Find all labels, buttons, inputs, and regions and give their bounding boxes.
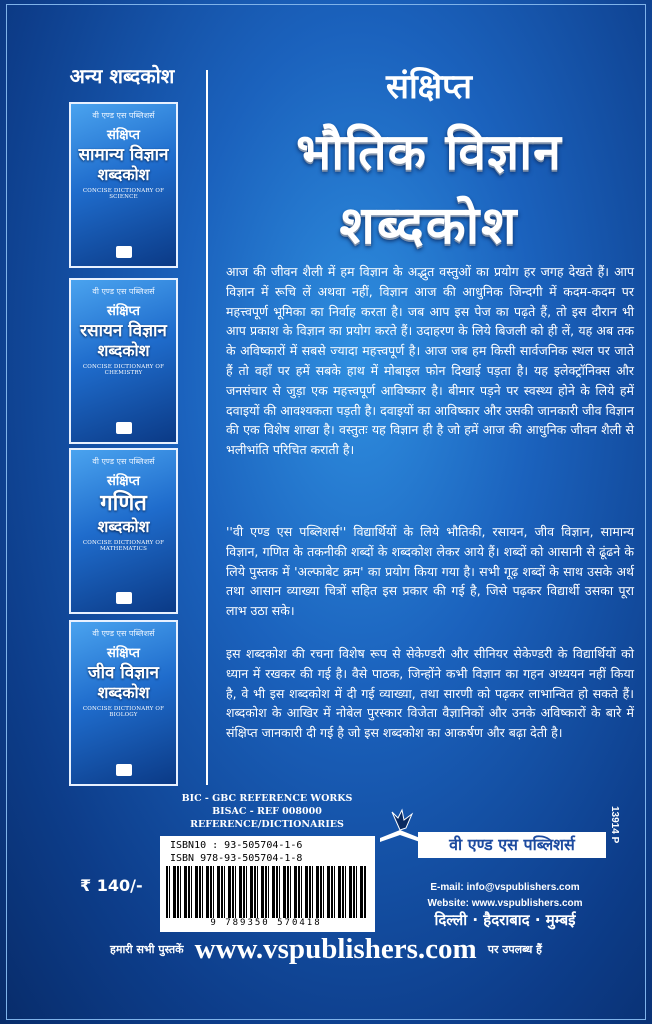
description-paragraph-3: इस शब्दकोश की रचना विशेष रूप से सेकेण्डरी और सीनियर सेकेण्डरी के विद्यार्थियों को ध्यान में रखकर की गई है। वैसे पाठक, जिन्होंने कभी विज्ञान का गहन अध्ययन नहीं किया है, वे भी इस शब्दकोश में दी गई व्याख्या, तथा सारणी को पढ़कर लाभान्वित हो सकते हैं। शब्दकोश के आखिर में नोबेल पुरस्कार विजेता वैज्ञानिकों और उनके अविष्कारों के बारे में संक्षिप्त जानकारी दी गई है जो इस शब्दकोश का आकर्षण और बढ़ा देती है। [226,646,634,741]
description-paragraph-1: आज की जीवन शैली में हम विज्ञान के अद्भुत वस्तुओं का प्रयोग हर जगह देखते हैं। आप विज्ञान में रूचि लें अथवा नहीं, विज्ञान आज की आधुनिक जिन्दगी में कदम-कदम पर महत्त्वपूर्ण भूमिका का निर्वाह करता है। जब आप इस पेज का पढ़ते हैं, तो इस दौरान भी आप प्रकाश के विज्ञान का प्रयोग करते हैं। उदाहरण के लिये बिजली को ही लें, यह अब तक के अविष्कारों में सबसे ज्यादा महत्त्वपूर्ण है। आज जब हम किसी सार्वजनिक स्थल पर जाते हैं तो वहाँ पर हमें सबके हाथ में मोबाइल फोन दिखाई पड़ता है। यह इलेक्ट्रॉनिक्स और जनसंचार से जुड़ा एक महत्त्वपूर्ण आविष्कार है। बीमार पड़ने पर स्वस्थ्य होने के लिये हमें दवाइयों की आवश्यकता पड़ती है। दवाइयों का आविष्कार और उसकी जानकारी जीव विज्ञान की एक विशेष शाखा है। वस्तुतः यह विज्ञान ही है जो हमें आज की आधुनिक जीवन शैली से भलीभांति परिचित कराती है। [226,264,634,458]
book-english-title: CONCISE DICTIONARY OF MATHEMATICS [82,540,165,552]
book-prefix: संक्षिप्त [107,646,140,661]
book-cover-science[interactable] [69,102,178,268]
book-prefix: संक्षिप्त [107,128,140,143]
book-title: रसायन विज्ञान [80,321,167,341]
book-cover-mathematics[interactable] [69,448,178,614]
book-logo-icon [116,592,132,604]
bic-code: BIC - GBC REFERENCE WORKS [181,793,353,804]
book-subtitle: शब्दकोश [97,165,150,184]
book-publisher: वी एण्ड एस पब्लिशर्स [92,629,155,638]
title-dictionary: शब्दकोश [339,196,519,256]
product-code: 13914 P [609,806,620,844]
publisher-website[interactable]: Website: www.vspublishers.com [427,898,583,909]
book-subtitle: शब्दकोश [97,341,150,360]
footer-banner [0,933,652,966]
book-cover-biology[interactable] [69,620,178,786]
barcode-icon [166,866,366,918]
description-paragraph-2: ''वी एण्ड एस पब्लिशर्स'' विद्यार्थियों के लिये भौतिकी, रसायन, जीव विज्ञान, सामान्य विज्ञान, गणित के तकनीकी शब्दों के शब्दकोश लेकर आये हैं। शब्दों को आसानी से ढूंढने के लिये पुस्तक में 'अल्फाबेट क्रम' का प्रयोग किया गया है। सभी गूढ़ शब्दों के साथ उसके अर्थ तथा आसान व्याख्या चित्रों सहित इस प्रकार की गई है, जिसे पढ़कर विद्यार्थी उसका पूरा लाभ उठा सके। [226,524,634,619]
footer-suffix: पर उपलब्ध हैं [487,943,542,956]
book-english-title: CONCISE DICTIONARY OF CHEMISTRY [82,364,165,376]
book-prefix: संक्षिप्त [107,304,140,319]
isbn-barcode-panel [160,836,375,932]
book-logo-icon [116,246,132,258]
divider-line [206,70,208,785]
book-prefix: संक्षिप्त [107,474,140,489]
publisher-cities: दिल्ली · हैदराबाद · मुम्बई [434,911,576,929]
book-title: गणित [100,491,147,516]
bisac-code: BISAC - REF 008000 [212,806,322,817]
barcode-digits: 9 789350 570418 [210,918,322,928]
publisher-contact [400,880,610,912]
isbn13: ISBN 978-93-505704-1-8 [170,853,303,864]
publisher-name: वी एण्ड एस पब्लिशर्स [418,832,606,858]
book-english-title: CONCISE DICTIONARY OF BIOLOGY [82,706,165,718]
title-main: भौतिक विज्ञान [296,123,562,181]
footer-website-link[interactable]: www.vspublishers.com [194,933,477,965]
book-title: जीव विज्ञान [88,663,159,683]
book-cover-chemistry[interactable] [69,278,178,444]
book-title: सामान्य विज्ञान [78,145,169,165]
book-publisher: वी एण्ड एस पब्लिशर्स [92,287,155,296]
book-english-title: CONCISE DICTIONARY OF SCIENCE [82,188,165,200]
footer-prefix: हमारी सभी पुस्तकें [110,943,184,956]
other-dictionaries-title: अन्य शब्दकोश [69,64,175,88]
book-logo-icon [116,764,132,776]
book-publisher: वी एण्ड एस पब्लिशर्स [92,111,155,120]
title-prefix: संक्षिप्त [385,67,473,107]
book-publisher: वी एण्ड एस पब्लिशर्स [92,457,155,466]
publisher-email[interactable]: E-mail: info@vspublishers.com [430,882,580,893]
isbn10: ISBN10 : 93-505704-1-6 [170,840,303,851]
book-subtitle: शब्दकोश [97,517,150,536]
price-label: ₹ 140/- [80,876,143,895]
book-subtitle: शब्दकोश [97,683,150,702]
book-logo-icon [116,422,132,434]
category-code: REFERENCE/DICTIONARIES [190,819,344,830]
classification-block [162,792,372,831]
